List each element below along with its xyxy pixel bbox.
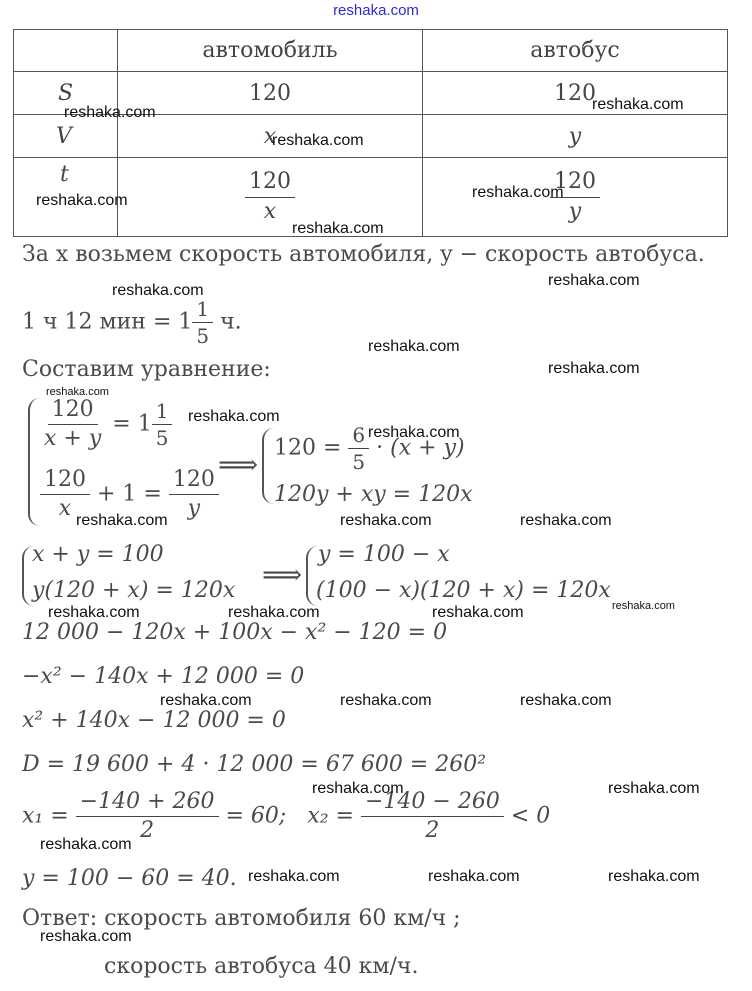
watermark: reshaka.com <box>48 604 140 621</box>
watermark: reshaka.com <box>368 338 460 355</box>
watermark: reshaka.com <box>272 132 364 149</box>
watermark: reshaka.com <box>432 604 524 621</box>
car-time-den: x <box>263 198 277 224</box>
bus-distance: 120 <box>423 72 728 115</box>
watermark: reshaka.com <box>292 220 384 237</box>
time-den: 5 <box>196 324 210 348</box>
x1-result: = 60; <box>225 803 287 829</box>
sys2-eq1-right: · (x + y) <box>376 435 465 461</box>
watermark: reshaka.com <box>520 512 612 529</box>
time-left: 1 ч 12 мин = 1 <box>22 309 193 335</box>
watermark: reshaka.com <box>368 424 460 441</box>
bus-time <box>423 158 728 237</box>
row-label-t: t <box>14 158 118 237</box>
arrow-2: ⟹ <box>262 558 303 591</box>
watermark: reshaka.com <box>520 692 612 709</box>
watermark: reshaka.com <box>40 928 132 945</box>
watermark: reshaka.com <box>428 868 520 885</box>
sys1-eq2-num: 120 <box>40 468 90 495</box>
equation-c: x² + 140x − 12 000 = 0 <box>22 708 286 733</box>
watermark: reshaka.com <box>608 780 700 797</box>
sys1-eq2-mid: + 1 = <box>97 481 162 507</box>
bus-speed: y <box>423 115 728 158</box>
sys2-eq1-left: 120 = <box>274 435 342 461</box>
sys1-eq1 <box>40 398 172 451</box>
watermark: reshaka.com <box>592 96 684 113</box>
watermark: reshaka.com <box>76 512 168 529</box>
car-time-num: 120 <box>245 170 295 197</box>
table-header-row <box>14 30 728 72</box>
sys1-eq1-num: 120 <box>48 398 98 425</box>
brace-sys1 <box>28 398 40 526</box>
row-label-s: S <box>14 72 118 115</box>
x2-result: < 0 <box>510 803 551 829</box>
brace-sys2 <box>262 428 274 504</box>
equation-a: 12 000 − 120x + 100x − x² − 120 = 0 <box>22 620 448 645</box>
watermark: reshaka.com <box>46 386 109 398</box>
watermark: reshaka.com <box>340 512 432 529</box>
answer-line-2: скорость автобуса 40 км/ч. <box>104 954 419 979</box>
sys4-eq2: (100 − x)(120 + x) = 120x <box>316 578 611 603</box>
sys1-eq1-rhs: = 1 <box>112 411 152 437</box>
site-link[interactable]: reshaka.com <box>333 2 419 19</box>
sys1-eq2-rnum: 120 <box>169 468 219 495</box>
watermark: reshaka.com <box>248 868 340 885</box>
x2-num: −140 − 260 <box>361 790 504 817</box>
sys4-eq1: y = 100 − x <box>318 542 450 567</box>
sys1-eq1-fnum: 1 <box>152 400 173 425</box>
watermark: reshaka.com <box>612 600 675 612</box>
x2-label: x₂ = <box>307 803 354 829</box>
watermark: reshaka.com <box>64 104 156 121</box>
watermark: reshaka.com <box>608 868 700 885</box>
compose-heading: Составим уравнение: <box>22 357 271 382</box>
watermark: reshaka.com <box>312 780 404 797</box>
watermark: reshaka.com <box>472 184 564 201</box>
intro-text: За x возьмем скорость автомобиля, y − скорость автобуса. <box>22 242 705 267</box>
bus-time-den: y <box>568 198 582 224</box>
watermark: reshaka.com <box>228 604 320 621</box>
x1-label: x₁ = <box>22 803 69 829</box>
time-num: 1 <box>192 298 213 323</box>
watermark: reshaka.com <box>112 282 204 299</box>
car-distance: 120 <box>118 72 423 115</box>
car-speed: x <box>118 115 423 158</box>
header-empty <box>14 30 118 72</box>
sys1-eq2-rden: y <box>187 496 201 522</box>
y-result: y = 100 − 60 = 40. <box>22 866 237 891</box>
watermark: reshaka.com <box>160 692 252 709</box>
sys1-eq1-fden: 5 <box>155 426 169 451</box>
time-unit: ч. <box>220 309 242 335</box>
sys3-eq1: x + y = 100 <box>32 542 164 567</box>
answer-line-1: Ответ: скорость автомобиля 60 км/ч ; <box>22 906 461 931</box>
equation-b: −x² − 140x + 12 000 = 0 <box>22 664 305 689</box>
watermark: reshaka.com <box>548 360 640 377</box>
bus-time-num: 120 <box>550 170 600 197</box>
row-label-v: V <box>14 115 118 158</box>
x1-num: −140 + 260 <box>76 790 219 817</box>
header-bus: автобус <box>423 30 728 72</box>
sys2-eq1-den: 5 <box>352 450 366 474</box>
watermark: reshaka.com <box>40 836 132 853</box>
header-car: автомобиль <box>118 30 423 72</box>
sys3-eq2: y(120 + x) = 120x <box>32 578 236 603</box>
watermark: reshaka.com <box>188 408 280 425</box>
arrow-1: ⟹ <box>218 448 259 481</box>
watermark: reshaka.com <box>548 272 640 289</box>
sys1-eq1-den: x + y <box>44 426 102 452</box>
x2-den: 2 <box>425 818 440 844</box>
watermark: reshaka.com <box>340 692 432 709</box>
watermark: reshaka.com <box>36 192 128 209</box>
sys2-eq1-num: 6 <box>348 424 369 449</box>
x1-den: 2 <box>140 818 155 844</box>
discriminant: D = 19 600 + 4 · 12 000 = 67 600 = 260² <box>22 752 487 777</box>
sys2-eq2: 120y + xy = 120x <box>274 482 473 507</box>
time-conversion <box>22 298 242 347</box>
sys1-eq2-den: x <box>58 496 72 522</box>
